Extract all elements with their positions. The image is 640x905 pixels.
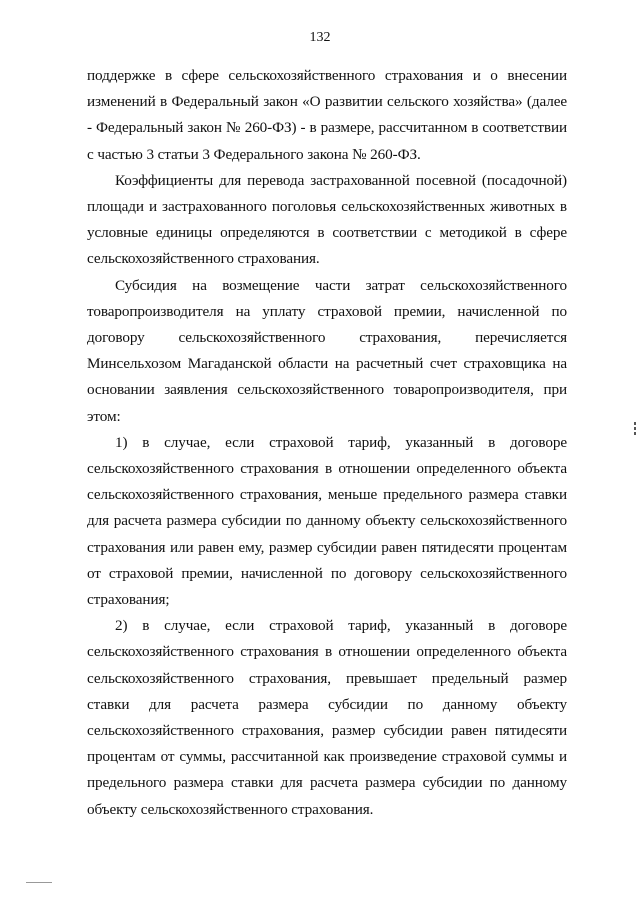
list-item-case-1: 1) в случае, если страховой тариф, указанный в договоре сельскохозяйственного страхования в отношении определенного объекта сельскохозяйственного страхования, меньше предельного размера ставки для расчета размера субсидии по данному объекту сельскохозяйственного страхования или равен ему, размер субсидии равен пятидесяти процентам от страховой премии, начисленной по договору сельскохозяйственного страхования; bbox=[87, 433, 567, 609]
page-number: 132 bbox=[309, 30, 331, 45]
paragraph-subsidy: Субсидия на возмещение части затрат сельскохозяйственного товаропроизводителя на уплату страховой премии, начисленной по договору сельскохозяйственного страхования, перечисляется Минсельхозом Магаданской области на расчетный счет страховщика на основании заявления сельскохозяйственного товаропроизводителя, при этом: bbox=[87, 276, 567, 425]
list-item-case-2: 2) в случае, если страховой тариф, указанный в договоре сельскохозяйственного страхования в отношении определенного объекта сельскохозяйственного страхования, превышает предельный размер ставки для расчета размера субсидии по данному объекту сельскохозяйственного страхования, размер субсидии равен пятидесяти процентам от суммы, рассчитанной как произведение страховой суммы и предельного размера ставки для расчета размера субсидии по данному объекту сельскохозяйственного страхования. bbox=[87, 617, 567, 818]
document-body bbox=[87, 63, 567, 823]
scan-artifact bbox=[632, 420, 638, 442]
paragraph-continuation: поддержке в сфере сельскохозяйственного страхования и о внесении изменений в Федеральный закон «О развитии сельского хозяйства» (далее - Федеральный закон № 260-ФЗ) - в размере, рассчитанном в соответствии с частью 3 статьи 3 Федерального закона № 260-ФЗ. bbox=[87, 67, 567, 163]
paragraph-coefficients: Коэффициенты для перевода застрахованной посевной (посадочной) площади и застрахованного поголовья сельскохозяйственных животных в условные единицы определяются в соответствии с методикой в сфере сельскохозяйственного страхования. bbox=[87, 171, 567, 268]
scan-corner-line bbox=[26, 882, 52, 883]
